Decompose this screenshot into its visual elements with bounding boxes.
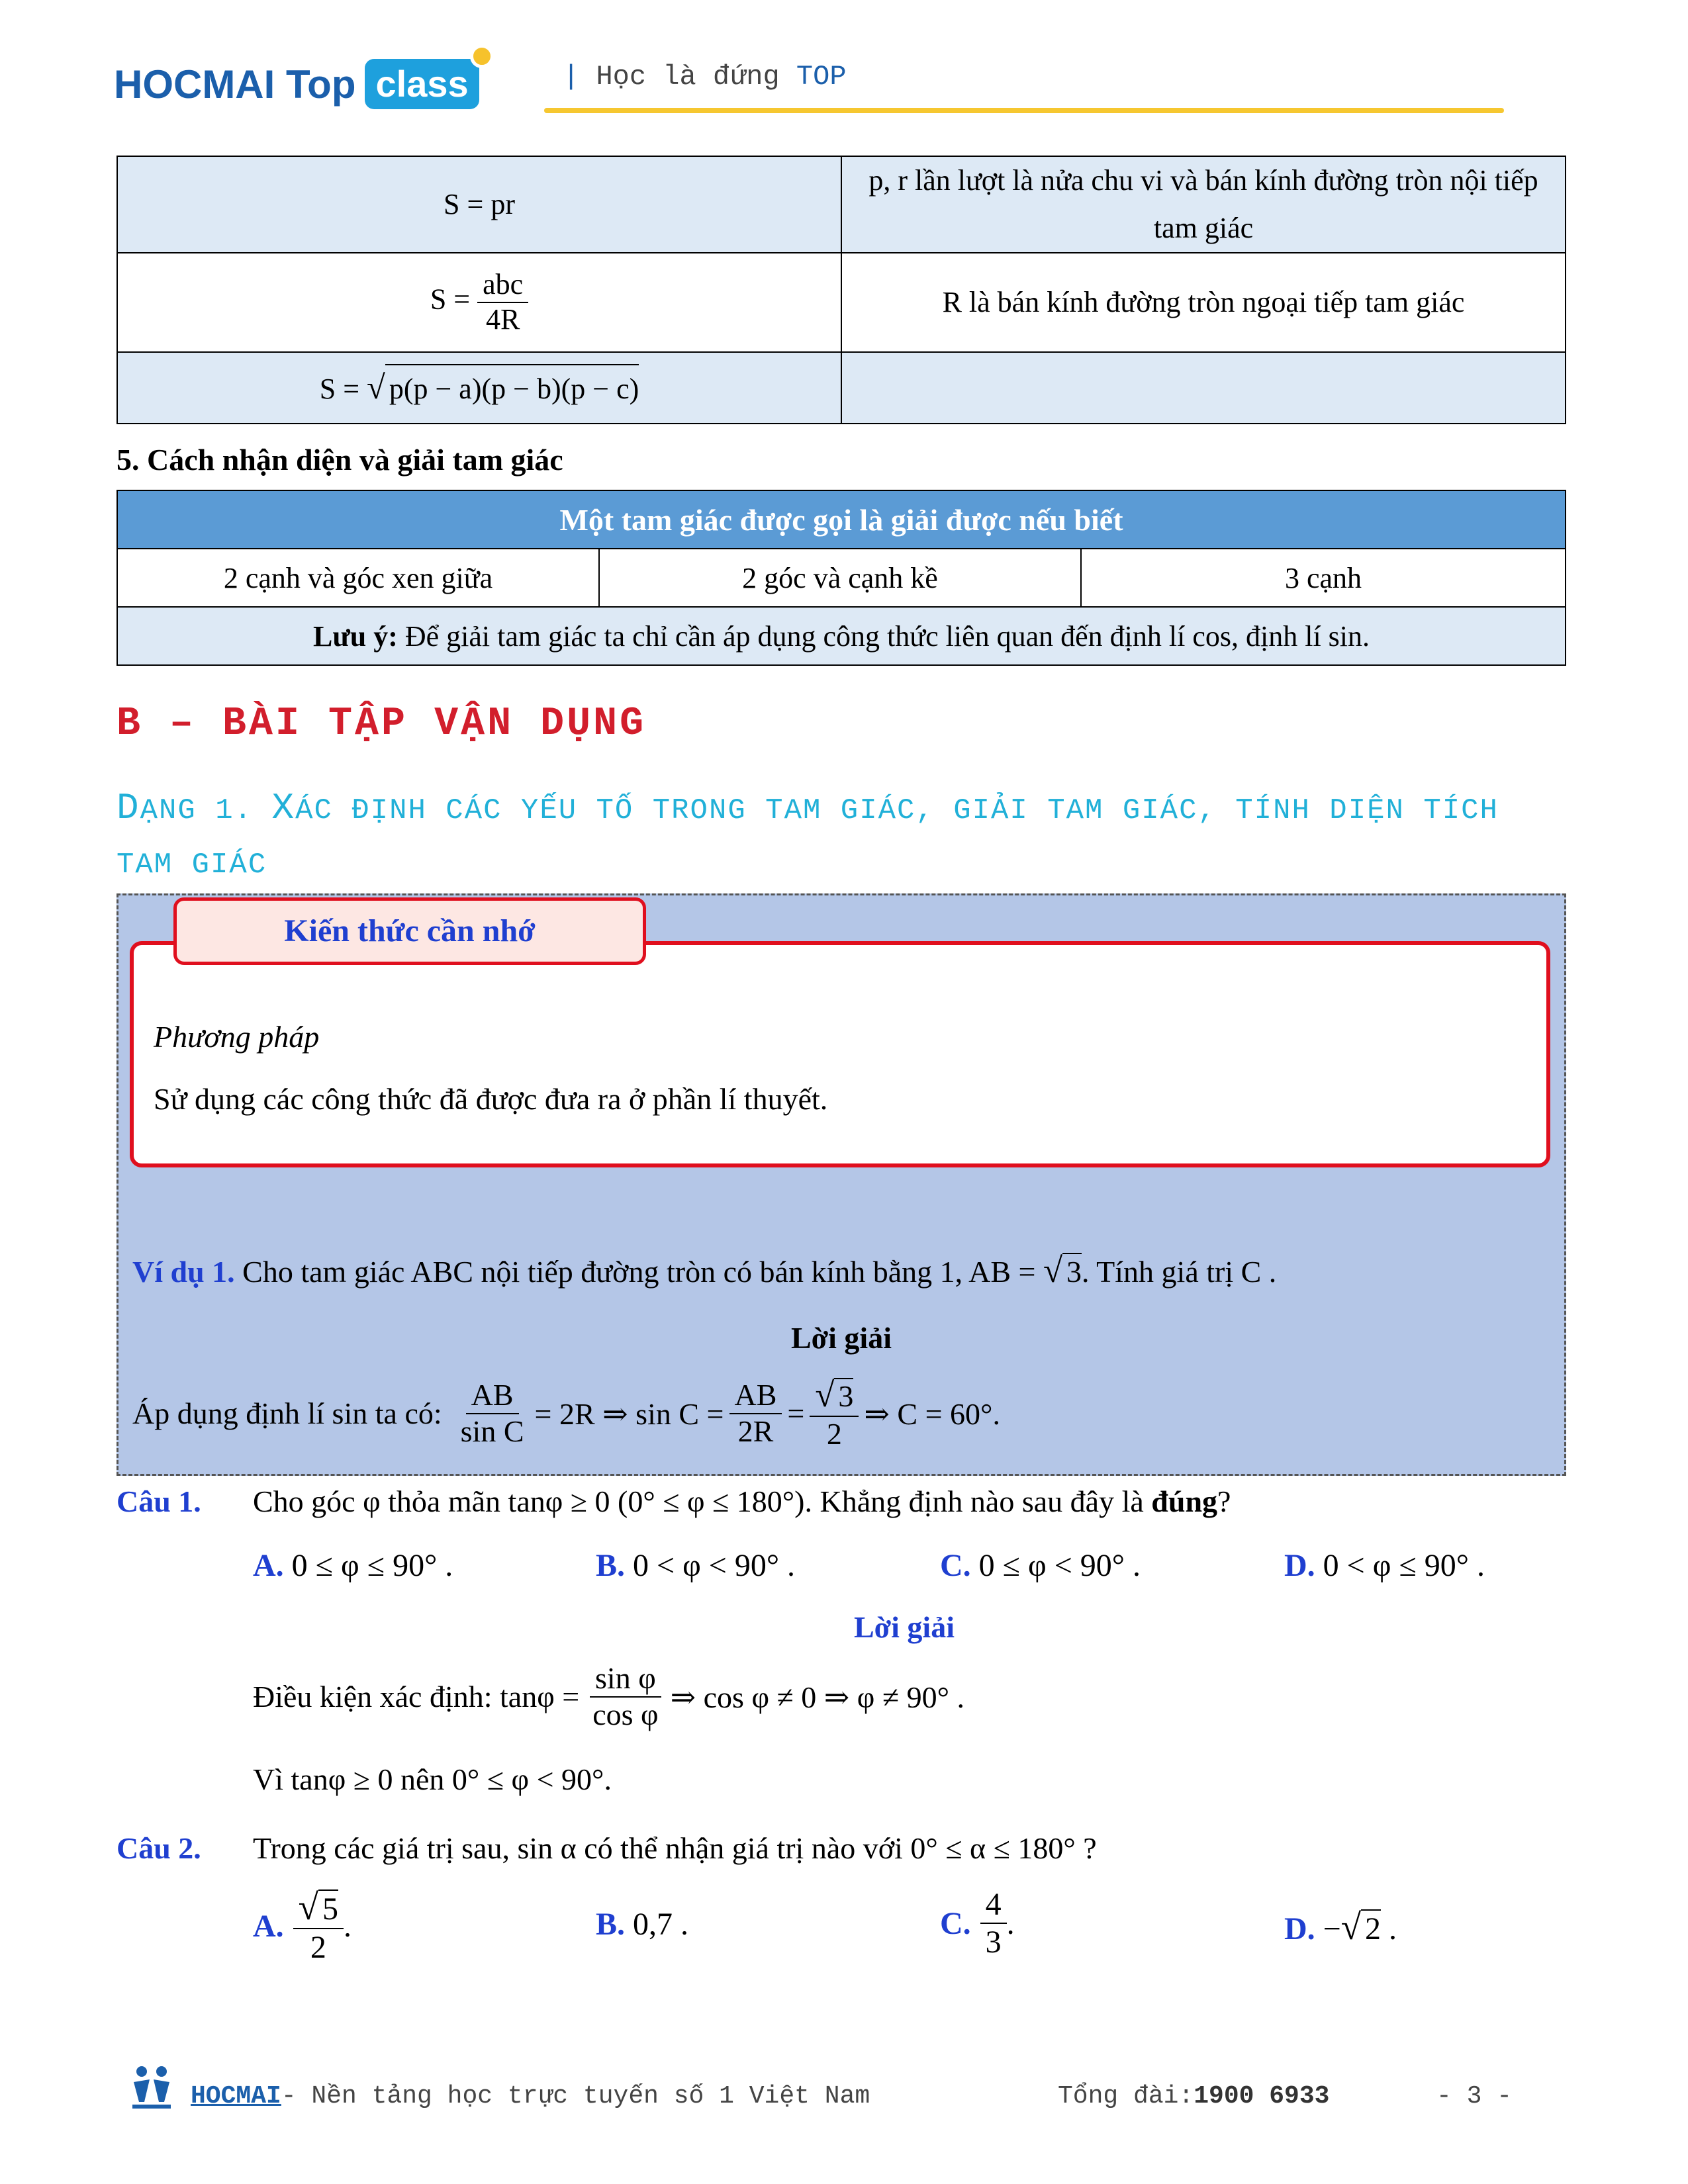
table-cell: 3 cạnh [1081,549,1566,607]
fraction: $\frac{AB}{\text{sin C}}$ [460,1377,524,1448]
table-cell: 2 góc và cạnh kề [599,549,1081,607]
table-cell: 2 cạnh và góc xen giữa [117,549,599,607]
sqrt-icon: √ [367,368,385,406]
q1-option-c[interactable]: C. 0 ≤ φ < 90° . [940,1548,1141,1583]
q2-option-c[interactable]: C. $\frac{4}{3}$ . [940,1887,1015,1960]
formula-cell: S = $\frac{\text{abc}}{4R}$ [117,253,841,352]
footer: HOCMAI - Nền tảng học trực tuyến số 1 Việt Nam [191,2082,870,2111]
fraction: $\frac{√ 3}{2}$ [810,1375,859,1452]
footer-brand-link[interactable]: HOCMAI [191,2082,281,2111]
hocmai-logo [114,54,479,114]
q1-option-a[interactable]: A. 0 ≤ φ ≤ 90° . [253,1548,453,1583]
question-2-text: Trong các giá trị sau, sin α có thể nhận giá trị nào với 0° ≤ α ≤ 180° ? [253,1831,1097,1865]
dang-1-title: DẠNG 1. XÁC ĐỊNH CÁC YẾU TỐ TRONG TAM GIÁC, GIẢI TAM GIÁC, TÍNH DIỆN TÍCH TAM GIÁC [117,787,1499,882]
star-icon [470,44,494,68]
header-underline [544,108,1504,113]
desc-cell [841,352,1566,424]
example-1-solution: Áp dụng định lí sin ta có: $\frac{AB}{\text{sin C}}$ = 2R ⇒ sin C = $\frac{AB}{2R}$ = $\frac{√ 3}{2}$ ⇒ C = 60°. [132,1376,1000,1451]
knowledge-title: Kiến thức cần nhớ [173,897,646,965]
solution-label: Lời giải [791,1321,892,1355]
formula-cell: S = pr [117,156,841,253]
part-b-title: B – BÀI TẬP VẬN DỤNG [117,702,647,747]
q1-condition: Điều kiện xác định: tanφ = $\frac{\text{sin φ}}{\text{cos φ}}$ ⇒ cos φ ≠ 0 ⇒ φ ≠ 90° . [253,1661,964,1731]
question-1: Câu 1. [117,1484,201,1518]
question-1-text: Cho góc φ thỏa mãn tanφ ≥ 0 (0° ≤ φ ≤ 180°). Khẳng định nào sau đây là đúng? [253,1484,1231,1518]
logo-badge: class [365,59,479,109]
table-head: Một tam giác được gọi là giải được nếu biết [117,490,1566,549]
fraction: $\frac{\text{abc}}{4R}$ [477,268,528,336]
note-cell: Lưu ý: Để giải tam giác ta chỉ cần áp dụng công thức liên quan đến định lí cos, định lí sin. [117,607,1566,665]
header-tagline: | Học là đứng TOP [563,61,847,93]
formula-cell: S = √ p(p − a)(p − b)(p − c) [117,352,841,424]
method-text: Sử dụng các công thức đã được đưa ra ở phần lí thuyết. [154,1082,828,1116]
logo-text: HOCMAI Top [114,62,356,107]
fraction: $\frac{√ 5}{2}$ [293,1886,344,1966]
q1-option-b[interactable]: B. 0 < φ < 90° . [596,1548,796,1583]
q2-option-d[interactable]: D. −√ 2 . [1284,1907,1397,1947]
footer-hotline: Tổng đài: 1900 6933 [1058,2082,1330,2111]
q2-option-b[interactable]: B. 0,7 . [596,1907,689,1942]
section-5-title: 5. Cách nhận diện và giải tam giác [117,443,563,477]
q1-solution-label: Lời giải [854,1610,955,1644]
q2-option-a[interactable]: A. $\frac{√ 5}{2}$ . [253,1887,352,1966]
q1-option-d[interactable]: D. 0 < φ ≤ 90° . [1284,1548,1485,1583]
knowledge-inner [130,941,1550,1167]
desc-cell: R là bán kính đường tròn ngoại tiếp tam giác [841,253,1566,352]
example-1: Ví dụ 1. Cho tam giác ABC nội tiếp đường tròn có bán kính bằng 1, AB = √ 3. Tính giá trị C . [132,1251,1277,1290]
fraction: $\frac{AB}{2R}$ [729,1378,782,1449]
fraction: $\frac{\text{sin φ}}{\text{cos φ}}$ [587,1661,663,1733]
question-2: Câu 2. [117,1831,201,1865]
fraction: $\frac{4}{3}$ [980,1886,1007,1960]
area-formula-table [117,156,1566,424]
page-number: - 3 - [1436,2082,1513,2111]
hocmai-footer-logo-icon [130,2065,173,2111]
desc-cell: p, r lần lượt là nửa chu vi và bán kính đường tròn nội tiếp tam giác [841,156,1566,253]
q1-because: Vì tanφ ≥ 0 nên 0° ≤ φ < 90°. [253,1762,612,1796]
method-label: Phương pháp [154,1020,320,1054]
solve-triangle-table [117,490,1566,666]
